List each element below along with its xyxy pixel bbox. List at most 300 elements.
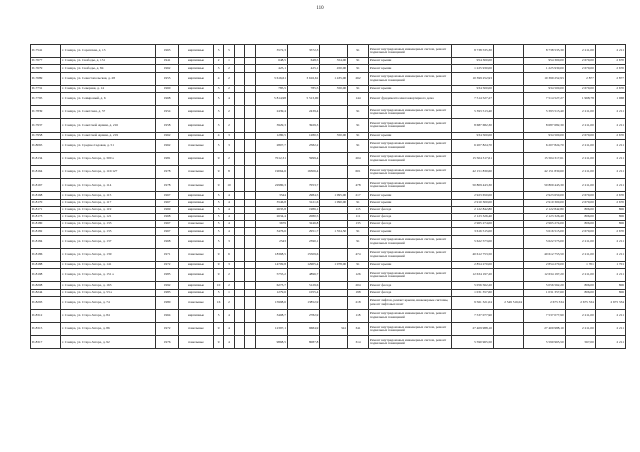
cell-a2: 16306,4 — [287, 166, 319, 179]
cell-p1: 2 211,00 — [565, 323, 595, 336]
cell-wall: кирпичные — [179, 45, 214, 58]
cell-ent: 4 — [224, 92, 234, 105]
cell-ent: 1 — [224, 58, 234, 65]
cell-year: 1978 — [156, 166, 179, 179]
page-number: 110 — [316, 6, 324, 11]
cell-addr: г. Самара, ул. Старо-Загора, д. 135 — [61, 228, 156, 235]
cell-fl: 5 — [213, 192, 223, 199]
cell-id: П-8312 — [31, 309, 61, 322]
cell-a3 — [320, 296, 348, 309]
cell-empty — [234, 221, 244, 228]
cell-total: 40 612 753,50 — [524, 248, 566, 261]
cell-empty — [234, 58, 244, 65]
cell-id: П-8134 — [31, 152, 61, 165]
cell-cost: 954 300,00 — [452, 58, 494, 65]
cell-p2: 2 211 — [595, 235, 625, 248]
cell-a3 — [320, 289, 348, 296]
cell-total: 1 225 930,00 — [524, 65, 566, 72]
cell-p1: 2 211,00 — [565, 106, 595, 119]
cell-res: 198 — [348, 289, 369, 296]
cell-addr: г. Самара, ул. Советская, д. 57 — [61, 106, 156, 119]
cell-p1: 806,00 — [565, 206, 595, 213]
cell-a3 — [320, 248, 348, 261]
cell-year: 1985 — [156, 269, 179, 282]
cell-ent: 2 — [224, 106, 234, 119]
cell-ent: 4 — [224, 214, 234, 221]
cell-empty — [234, 269, 244, 282]
cell-x — [493, 132, 523, 139]
cell-wall: панельные — [179, 221, 214, 228]
cell-ent: 4 — [224, 336, 234, 349]
cell-cost: 12 634 197,20 — [452, 269, 494, 282]
cell-a1: 14709,8 — [255, 261, 287, 268]
cell-fl: 9 — [213, 166, 223, 179]
cell-res: 115 — [348, 206, 369, 213]
cell-empty — [245, 106, 255, 119]
table-row — [31, 282, 626, 289]
table-row — [31, 206, 626, 213]
cell-fl: 9 — [213, 248, 223, 261]
cell-res: 91 — [348, 199, 369, 206]
cell-fl: 3 — [213, 85, 223, 92]
cell-ent: 10 — [224, 179, 234, 192]
cell-wall: кирпичные — [179, 269, 214, 282]
cell-x — [493, 192, 523, 199]
table-row — [31, 199, 626, 206]
cell-total: 2 123 326,40 — [524, 214, 566, 221]
cell-addr: г. Самара, ул. Старо-Загора, д. 115 — [61, 192, 156, 199]
cell-p1: 2 211,00 — [565, 235, 595, 248]
cell-res: 91 — [348, 85, 369, 92]
cell-total: 2 923 650,00 — [524, 192, 566, 199]
cell-p2: 2 211 — [595, 336, 625, 349]
cell-fl: 5 — [213, 92, 223, 105]
cell-addr: г. Самара, ул. Свободы, д. 84 — [61, 65, 156, 72]
cell-work: Ремонт внутридомовых инженерных систем, ремонт подвальных помещений — [368, 336, 451, 349]
cell-fl: 9 — [213, 323, 223, 336]
cell-ent: 2 — [224, 269, 234, 282]
cell-p2: 2 211 — [595, 248, 625, 261]
cell-a2: 4896,7 — [287, 269, 319, 282]
cell-a1: 1280,5 — [255, 132, 287, 139]
cell-p2: 2 211 — [595, 139, 625, 152]
cell-id: П-8198 — [31, 269, 61, 282]
cell-res: 341 — [348, 323, 369, 336]
cell-id: П-7958 — [31, 132, 61, 139]
cell-ent: 3 — [224, 261, 234, 268]
cell-empty — [245, 92, 255, 105]
cell-addr: г. Самара, ул. Свободы, д. 131 — [61, 58, 156, 65]
cell-a2: 3 616,61 — [287, 72, 319, 85]
cell-addr: г. Самара, ул. Старо-Загора, д. 86 — [61, 323, 156, 336]
table-row — [31, 296, 626, 309]
cell-a3 — [320, 45, 348, 58]
table-row — [31, 85, 626, 92]
cell-x — [493, 228, 523, 235]
cell-wall: панельные — [179, 296, 214, 309]
cell-id: П-8315 — [31, 323, 61, 336]
cell-fl: 4 — [213, 132, 223, 139]
cell-res: 314 — [348, 336, 369, 349]
cell-empty — [234, 309, 244, 322]
cell-empty — [245, 269, 255, 282]
cell-wall: панельные — [179, 179, 214, 192]
cell-a1: 785,5 — [255, 85, 287, 92]
cell-res: 262 — [348, 72, 369, 85]
cell-x — [493, 206, 523, 213]
cell-empty — [234, 248, 244, 261]
cell-ent: 4 — [224, 228, 234, 235]
cell-p2: 2 211 — [595, 45, 625, 58]
cell-empty — [234, 179, 244, 192]
cell-total: 8 738 535,30 — [524, 45, 566, 58]
cell-work: Ремонт внутридомовых инженерных систем, ремонт подвальных помещений — [368, 166, 451, 179]
cell-empty — [234, 323, 244, 336]
cell-addr: г. Самара, ул. Старо-Загора, д. 121 — [61, 214, 156, 221]
cell-empty — [234, 214, 244, 221]
cell-a3: 1 090,00 — [320, 199, 348, 206]
cell-p1: 2 211,00 — [565, 166, 595, 179]
cell-wall: кирпичные — [179, 58, 214, 65]
cell-x — [493, 282, 523, 289]
cell-p1: 2 211,00 — [565, 269, 595, 282]
table-row — [31, 261, 626, 268]
cell-a3 — [320, 179, 348, 192]
cell-wall: кирпичные — [179, 192, 214, 199]
cell-a2: 7053,7 — [287, 179, 319, 192]
cell-total: 5 393 513,40 — [524, 106, 566, 119]
cell-a2: 3121,6 — [287, 199, 319, 206]
cell-empty — [245, 206, 255, 213]
cell-year: 1972 — [156, 261, 179, 268]
cell-fl: 5 — [213, 228, 223, 235]
cell-res: 111 — [348, 214, 369, 221]
cell-empty — [245, 289, 255, 296]
cell-id: П-8317 — [31, 336, 61, 349]
cell-empty — [234, 235, 244, 248]
cell-id: П-7689 — [31, 72, 61, 85]
cell-work: Ремонт лифтов, ремонт крыши, инженерные системы, ремонт лифтовых шахт — [368, 296, 451, 309]
cell-cost: 15 504 317,61 — [452, 152, 494, 165]
cell-p2: 2 670 — [595, 199, 625, 206]
cell-id: П-8186 — [31, 248, 61, 261]
cell-addr: г. Самара, ул. Старо-Загора, д. 53 а — [61, 289, 156, 296]
cell-p1: 2 670,00 — [565, 228, 595, 235]
cell-total: 5 056 562,20 — [524, 282, 566, 289]
cell-x — [493, 269, 523, 282]
cell-empty — [234, 282, 244, 289]
cell-ent: 2 — [224, 72, 234, 85]
cell-fl: 9 — [213, 152, 223, 165]
cell-empty — [234, 289, 244, 296]
cell-cost: 10 399 252,93 — [452, 72, 494, 85]
cell-ent: 2 — [224, 119, 234, 132]
cell-wall: кирпичные — [179, 106, 214, 119]
cell-fl: 5 — [213, 45, 223, 58]
cell-work: Ремонт крыши — [368, 192, 451, 199]
cell-p1: 2 670,00 — [565, 132, 595, 139]
cell-empty — [234, 206, 244, 213]
cell-empty — [234, 261, 244, 268]
cell-empty — [234, 106, 244, 119]
cell-ent: 4 — [224, 206, 234, 213]
cell-a2: 2080,5 — [287, 214, 319, 221]
cell-a3 — [320, 269, 348, 282]
table-row — [31, 289, 626, 296]
cell-empty — [245, 228, 255, 235]
cell-cost: 2 123 326,40 — [452, 214, 494, 221]
cell-empty — [245, 132, 255, 139]
cell-empty — [234, 296, 244, 309]
cell-addr: г. Самара, ул. Старо-Загора, д. 119 — [61, 206, 156, 213]
table-row — [31, 269, 626, 282]
table-row — [31, 192, 626, 199]
cell-a2: 1280,5 — [287, 132, 319, 139]
cell-a2: 15509,6 — [287, 248, 319, 261]
cell-fl: 9 — [213, 336, 223, 349]
cell-total: 10 399 252,93 — [524, 72, 566, 85]
cell-year: 1976 — [156, 336, 179, 349]
cell-year: 1962 — [156, 65, 179, 72]
cell-addr: г. Самара, ул. Старо-Загора, д. 151 а — [61, 269, 156, 282]
cell-a1: 3408,7 — [255, 309, 287, 322]
cell-res: 91 — [348, 139, 369, 152]
cell-a2: 5 513,00 — [287, 92, 319, 105]
cell-p1: 567,00 — [565, 336, 595, 349]
cell-id: П-8293 — [31, 296, 61, 309]
cell-a1: 15998,6 — [255, 296, 287, 309]
cell-total: 7 537 077,90 — [524, 309, 566, 322]
cell-work: Ремонт внутридомовых инженерных систем, ремонт подвальных помещений — [368, 45, 451, 58]
cell-x — [493, 58, 523, 65]
cell-empty — [245, 309, 255, 322]
cell-p1: 806,00 — [565, 214, 595, 221]
cell-work: Ремонт фасада — [368, 206, 451, 213]
cell-a1: 6273,7 — [255, 282, 287, 289]
cell-a2: 3572,3 — [287, 45, 319, 58]
cell-a3 — [320, 336, 348, 349]
cell-wall: кирпичные — [179, 132, 214, 139]
cell-ent: 2 — [224, 65, 234, 72]
cell-work: Ремонт внутридомовых инженерных систем, ремонт подвальных помещений — [368, 269, 451, 282]
table-row — [31, 336, 626, 349]
cell-empty — [234, 199, 244, 206]
cell-x — [493, 65, 523, 72]
cell-empty — [245, 199, 255, 206]
cell-p1: 2 211,00 — [565, 152, 595, 165]
cell-work: Ремонт крыши — [368, 132, 451, 139]
cell-a3 — [320, 214, 348, 221]
cell-empty — [245, 282, 255, 289]
cell-p1: 2 670,00 — [565, 58, 595, 65]
cell-p1: 2 670,00 — [565, 65, 595, 72]
cell-fl: 3 — [213, 119, 223, 132]
cell-ent: 4 — [224, 221, 234, 228]
cell-p2: 2 675 334 — [595, 296, 625, 309]
cell-empty — [245, 296, 255, 309]
cell-x — [493, 289, 523, 296]
cell-work: Ремонт крыши — [368, 58, 451, 65]
cell-wall: панельные — [179, 139, 214, 152]
table-row — [31, 214, 626, 221]
cell-a2: 1986,1 — [287, 206, 319, 213]
cell-cost: 8 687 682,30 — [452, 119, 494, 132]
cell-wall: кирпичные — [179, 206, 214, 213]
cell-empty — [245, 248, 255, 261]
cell-p2: 2 877 — [595, 72, 625, 85]
table-row — [31, 309, 626, 322]
cell-a1: 648,5 — [255, 58, 287, 65]
cell-wall: панельные — [179, 323, 214, 336]
cell-res: 478 — [348, 179, 369, 192]
cell-res: 91 — [348, 119, 369, 132]
table-row — [31, 235, 626, 248]
cell-x — [493, 72, 523, 85]
cell-a1: 9868,5 — [255, 336, 287, 349]
cell-empty — [245, 235, 255, 248]
cell-fl: 5 — [213, 221, 223, 228]
cell-x — [493, 199, 523, 206]
cell-p2: 2 211 — [595, 166, 625, 179]
cell-wall: кирпичные — [179, 309, 214, 322]
table-row — [31, 132, 626, 139]
cell-p2: 2 670 — [595, 132, 625, 139]
cell-res: 204 — [348, 152, 369, 165]
cell-addr: г. Самара, ул. Советской Армии, д. 216 — [61, 119, 156, 132]
cell-cost: 5 393 513,40 — [452, 106, 494, 119]
cell-a3 — [320, 119, 348, 132]
cell-empty — [234, 92, 244, 105]
cell-a1: 2439,4 — [255, 106, 287, 119]
cell-year: 1971 — [156, 248, 179, 261]
cell-work: Ремонт фундамента многоквартирного дома — [368, 92, 451, 105]
cell-year: 1992 — [156, 282, 179, 289]
cell-year: 1941 — [156, 58, 179, 65]
cell-p2: 2 211 — [595, 106, 625, 119]
cell-year: 1980 — [156, 296, 179, 309]
cell-wall: кирпичные — [179, 85, 214, 92]
table-row — [31, 152, 626, 165]
cell-a2: 8087,8 — [287, 336, 319, 349]
cell-a2: 2439,4 — [287, 106, 319, 119]
cell-ent: 2 — [224, 296, 234, 309]
cell-empty — [245, 179, 255, 192]
cell-cost: 2 923 650,00 — [452, 192, 494, 199]
cell-fl: 9 — [213, 269, 223, 282]
cell-p1: 2 211,00 — [565, 119, 595, 132]
cell-empty — [245, 65, 255, 72]
cell-id: П-8168 — [31, 192, 61, 199]
cell-work: Ремонт крыши — [368, 261, 451, 268]
cell-a1: 3572,3 — [255, 45, 287, 58]
cell-wall: панельные — [179, 336, 214, 349]
table-row — [31, 221, 626, 228]
cell-id: П-8208 — [31, 282, 61, 289]
cell-cost: 6 207 824,70 — [452, 139, 494, 152]
cell-wall: кирпичные — [179, 119, 214, 132]
cell-x — [493, 248, 523, 261]
cell-wall: кирпичные — [179, 289, 214, 296]
cell-p2: 2 211 — [595, 323, 625, 336]
cell-p2: 806 — [595, 221, 625, 228]
cell-res: 91 — [348, 228, 369, 235]
cell-p1: 806,00 — [565, 282, 595, 289]
cell-id: П-7731 — [31, 85, 61, 92]
cell-a1: 2635,8 — [255, 206, 287, 213]
table-row — [31, 179, 626, 192]
cell-year: 1962 — [156, 132, 179, 139]
cell-res: 601 — [348, 166, 369, 179]
cell-total: 934 500,00 — [524, 85, 566, 92]
cell-a2: 13852,9 — [287, 296, 319, 309]
cell-p2: 1 701 — [595, 261, 625, 268]
cell-wall: кирпичные — [179, 235, 214, 248]
cell-res: 91 — [348, 261, 369, 268]
cell-total: 2 854 270,00 — [524, 261, 566, 268]
cell-p1: 2 211,00 — [565, 45, 595, 58]
cell-ent: 8 — [224, 166, 234, 179]
cell-empty — [234, 139, 244, 152]
cell-p2: 2 670 — [595, 85, 625, 92]
cell-empty — [234, 152, 244, 165]
cell-year: 1963 — [156, 45, 179, 58]
cell-addr: г. Самара, ул. Старо-Загора, д. 141 — [61, 261, 156, 268]
cell-fl: 5 — [213, 309, 223, 322]
cell-p2: 806 — [595, 282, 625, 289]
cell-year: 1969 — [156, 206, 179, 213]
cell-ent: 3 — [224, 235, 234, 248]
table-row — [31, 166, 626, 179]
cell-res: 91 — [348, 45, 369, 58]
table-body — [31, 45, 626, 349]
cell-fl: 2 — [213, 58, 223, 65]
table-row — [31, 45, 626, 58]
cell-year: 1967 — [156, 192, 179, 199]
cell-a1: 5755,2 — [255, 269, 287, 282]
cell-a1: 7012,31 — [255, 152, 287, 165]
cell-a3 — [320, 139, 348, 152]
table-row — [31, 139, 626, 152]
cell-a2: 5999,4 — [287, 152, 319, 165]
cell-year: 1964 — [156, 309, 179, 322]
cell-empty — [245, 85, 255, 92]
cell-a3 — [320, 92, 348, 105]
cell-id: П-7541 — [31, 45, 61, 58]
cell-fl: 3 — [213, 106, 223, 119]
cell-a2: 2390,1 — [287, 235, 319, 248]
cell-cost: 934 500,00 — [452, 132, 494, 139]
cell-empty — [245, 72, 255, 85]
cell-a1: 3476,6 — [255, 228, 287, 235]
cell-addr: г. Самара, ул. Старо-Загора, д. 74 — [61, 296, 156, 309]
cell-a1: 18368,5 — [255, 248, 287, 261]
cell-wall: кирпичные — [179, 214, 214, 221]
cell-ent: 2 — [224, 152, 234, 165]
cell-ent: 2 — [224, 282, 234, 289]
cell-p1: 2 211,00 — [565, 309, 595, 322]
cell-addr: г. Самара, ул. Советской Армии, д. 219 — [61, 132, 156, 139]
cell-total: 954 300,00 — [524, 58, 566, 65]
cell-p2: 806 — [595, 289, 625, 296]
cell-a1: 3544 — [255, 192, 287, 199]
cell-res: 91 — [348, 132, 369, 139]
cell-x — [493, 261, 523, 268]
cell-id: П-7839 — [31, 106, 61, 119]
cell-addr: г. Самара, ул. Старо-Загора, д. 300 а — [61, 152, 156, 165]
cell-a1: 12397,1 — [255, 323, 287, 336]
cell-work: Ремонт внутридомовых инженерных систем, ремонт подвальных помещений — [368, 119, 451, 132]
cell-p2: 806 — [595, 206, 625, 213]
